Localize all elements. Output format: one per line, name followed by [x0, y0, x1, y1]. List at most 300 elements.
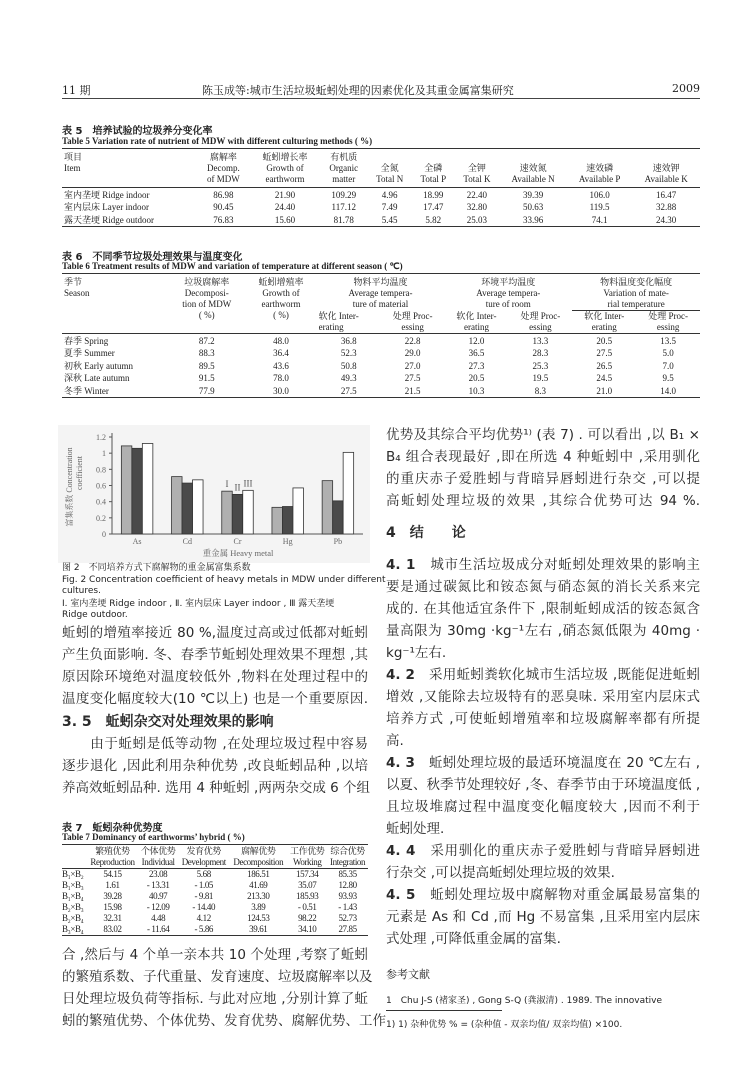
- table-cell: 27.85: [338, 924, 357, 934]
- table-row: [62, 201, 700, 214]
- table-cell: 13.3: [532, 335, 549, 346]
- table-cell: 29.0: [404, 348, 421, 358]
- table-row: [62, 891, 368, 902]
- header-text: 综合优势: [330, 846, 365, 856]
- text-line: 的重庆赤子爱胜蚓与背暗异唇蚓进行杂交 ,可以提: [386, 471, 700, 487]
- x-tick-label: As: [132, 537, 142, 546]
- text-line: 逐步退化 ,因此利用杂种优势 ,改良蚯蚓品种 ,以培: [62, 758, 368, 774]
- table-cell: 78.0: [273, 373, 289, 383]
- bar-hg-series-2: [282, 507, 293, 534]
- table-cell: 27.0: [404, 360, 421, 371]
- subheader: [572, 311, 636, 334]
- header-text: 个体优势: [140, 846, 176, 856]
- table-cell: 3.89: [251, 902, 266, 912]
- header-text: erating: [318, 321, 344, 332]
- header-text: Development: [181, 857, 226, 867]
- header-text: of MDW: [207, 174, 240, 184]
- header-text: ( %): [273, 310, 289, 320]
- table-header-row: [62, 845, 368, 869]
- table-cell: 21.0: [596, 385, 613, 396]
- table-cell: 21.5: [404, 385, 421, 396]
- table-cell: 35.07: [298, 880, 317, 890]
- header-text: 全磷: [424, 163, 443, 173]
- table-cell: 9.5: [662, 373, 674, 383]
- table-cell: 32.31: [103, 913, 122, 923]
- table-cell: 32.80: [466, 202, 488, 212]
- conclusion-line: 以夏、秋季节处理较好 ,冬、春季节由于环境温度低 ,: [386, 777, 701, 793]
- header-text: earthworm: [261, 299, 301, 309]
- table-cell: 124.53: [247, 913, 270, 923]
- right-paragraph-1: [386, 424, 700, 512]
- table-cell: 36.8: [340, 335, 357, 346]
- column-header: [567, 149, 632, 188]
- header-text: Season: [64, 288, 90, 298]
- text-line: 养高效蚯蚓品种. 选用 4 种蚯蚓 ,两两杂交成 6 个组: [62, 780, 371, 796]
- header-text: 蚯蚓增殖率: [258, 277, 304, 287]
- table-cell: 36.5: [468, 348, 485, 358]
- subheader: [444, 311, 508, 334]
- conclusion-line: 要是通过碳氮比和铵态氮与硝态氮的消长关系来完: [386, 579, 700, 595]
- table-cell: 4.48: [151, 913, 166, 923]
- y-axis-label-line1: 富集系数 Concentration: [65, 447, 74, 527]
- table6-title-en: Table 6 Treatment results of MDW and variation of temperature at different season ( ℃): [62, 261, 403, 271]
- table-cell: 186.51: [247, 869, 270, 879]
- column-header: [250, 149, 320, 188]
- table-cell: 夏季 Summer: [64, 348, 115, 358]
- left-paragraph-2: [62, 733, 371, 799]
- header-text: 季节: [64, 277, 83, 287]
- table-cell: 16.47: [656, 189, 677, 200]
- bar-cd-series-1: [172, 477, 183, 534]
- left-paragraph-3: [62, 944, 386, 1032]
- header-text: 全钾: [467, 163, 486, 173]
- table-cell: 27.5: [340, 385, 357, 396]
- conclusion-line: 高.: [386, 733, 404, 749]
- table-row: [62, 869, 368, 881]
- table-cell: 74.1: [591, 214, 608, 225]
- table-cell: 25.03: [466, 214, 488, 225]
- table-cell: 85.35: [338, 869, 357, 879]
- table-cell: 52.73: [338, 913, 357, 923]
- table-cell: 12.0: [468, 335, 485, 346]
- x-axis-label: 重金属 Heavy metal: [202, 548, 274, 558]
- conclusion-line: 且垃圾堆腐过程中温度变化幅度较大 ,因而不利于: [386, 799, 700, 815]
- table-row: [62, 359, 700, 372]
- table-cell: 27.5: [404, 373, 421, 383]
- table6-title-cn: 表 6 不同季节垃圾处理效果与温度变化: [62, 252, 243, 263]
- table-cell: 50.8: [340, 360, 357, 371]
- subheader: [381, 311, 445, 334]
- table-cell: 36.4: [273, 348, 289, 358]
- table-cell: 157.34: [296, 869, 319, 879]
- table-cell: 5.45: [381, 214, 398, 225]
- table-row: [62, 188, 700, 201]
- header-text: ture of room: [485, 299, 531, 309]
- running-title: 陈玉成等:城市生活垃圾蚯蚓处理的因素优化及其重金属富集研究: [202, 84, 514, 97]
- table-cell: 8.3: [534, 385, 546, 396]
- column-header: [320, 149, 367, 188]
- table-cell: B₁×B₄: [62, 891, 84, 901]
- table-cell: 室内垄埂 Ridge indoor: [64, 189, 150, 200]
- table-cell: 40.97: [149, 891, 168, 901]
- table-cell: 54.15: [103, 869, 122, 879]
- clause-number: 4. 3: [386, 755, 415, 771]
- table-cell: - 9.81: [194, 891, 214, 901]
- header-text: ( %): [198, 310, 215, 320]
- table-row: [62, 213, 700, 226]
- table-cell: 119.5: [589, 202, 610, 212]
- x-tick-label: Cr: [233, 537, 242, 546]
- table-cell: 10.3: [468, 385, 485, 396]
- table-cell: 室内层床 Layer indoor: [64, 202, 149, 212]
- bar-cr-series-1: [222, 491, 233, 534]
- table7-title-en: Table 7 Dominancy of earthworms’ hybrid ( %): [62, 832, 245, 842]
- table-cell: - 0.51: [297, 902, 317, 912]
- table-cell: 春季 Spring: [64, 335, 109, 346]
- y-tick-label: 1: [102, 449, 106, 459]
- table-cell: 冬季 Winter: [64, 385, 109, 396]
- table-cell: 22.40: [466, 189, 488, 200]
- table-header-row: [62, 149, 700, 188]
- text-line: 合 ,然后与 4 个单一亲本共 10 个处理 ,考察了蚯蚓: [62, 947, 368, 963]
- header-text: Item: [64, 163, 81, 173]
- series-label: II: [234, 482, 241, 493]
- table-cell: 52.3: [340, 348, 357, 358]
- table-cell: 43.6: [273, 360, 289, 371]
- header-text: 蚯蚓增长率: [262, 152, 308, 162]
- conclusion-line: 4. 3 蚯蚓处理垃圾的最适环境温度在 20 ℃左右 ,: [386, 755, 700, 771]
- table-cell: 98.22: [298, 913, 317, 923]
- table-cell: 34.10: [298, 924, 317, 934]
- header-text: 物料平均温度: [353, 277, 408, 287]
- header-text: essing: [401, 321, 424, 332]
- header-text: Working: [292, 857, 322, 867]
- series-label: I: [225, 479, 229, 490]
- table-row: [62, 902, 368, 913]
- table-cell: - 11.64: [146, 924, 170, 934]
- subheader: [636, 311, 700, 334]
- figure-2-bar-chart: [58, 425, 370, 563]
- table5-title-en: Table 5 Variation rate of nutrient of MDW with different culturing methods ( %): [62, 136, 373, 146]
- header-text: Average tempera-: [348, 288, 413, 298]
- table-row: [62, 924, 368, 936]
- header-text: 项目: [64, 152, 83, 162]
- table-cell: 33.96: [522, 214, 544, 225]
- table6: [62, 273, 700, 398]
- figure-caption-en: Fig. 2 Concentration coefficient of heavy metals in MDW under different: [62, 575, 386, 585]
- header-text: Average tempera-: [476, 288, 541, 298]
- table-cell: 露天垄埂 Ridge outdoor: [64, 214, 154, 225]
- table-cell: 4.12: [196, 913, 211, 923]
- header-text: 速效磷: [586, 163, 614, 173]
- table-cell: 83.02: [103, 924, 122, 934]
- column-header: [287, 845, 327, 869]
- header-text: essing: [656, 322, 680, 332]
- table-cell: 15.98: [103, 902, 122, 912]
- text-line: 日处理垃圾负荷等指标. 与此对应地 ,分别计算了蚯: [62, 991, 368, 1007]
- column-header: [499, 149, 567, 188]
- table-cell: 77.9: [198, 385, 215, 396]
- figure-caption-cn: 图 2 不同培养方式下腐解物的重金属富集系数: [62, 563, 251, 573]
- column-header: [138, 845, 178, 869]
- header-text: Available N: [511, 174, 555, 184]
- text-line: 产生负面影响. 冬、春季节蚯蚓处理效果不理想 ,其: [62, 647, 368, 663]
- header-text: 处理 Proc-: [648, 311, 689, 321]
- conclusion-line: 4. 2 采用蚯蚓粪软化城市生活垃圾 ,既能促进蚯蚓: [386, 667, 700, 683]
- table-cell: 17.47: [423, 202, 444, 212]
- table-header-row: [62, 274, 700, 311]
- x-tick-label: Cd: [182, 537, 192, 546]
- header-text: 工作优势: [290, 846, 325, 856]
- x-tick-label: Hg: [282, 537, 293, 546]
- subheader: [317, 311, 381, 334]
- table-cell: 20.5: [596, 335, 613, 346]
- table-cell: 24.30: [656, 214, 677, 225]
- table-cell: 50.63: [522, 202, 544, 212]
- table-cell: 41.69: [249, 880, 268, 890]
- bar-cr-series-3: [243, 490, 254, 534]
- y-tick-label: 0.6: [96, 481, 106, 491]
- header-text: Available P: [578, 174, 621, 184]
- table-cell: B₁×B₂: [62, 869, 84, 879]
- table-cell: 48.0: [273, 335, 289, 346]
- column-header-material-temp: [317, 274, 445, 311]
- table-cell: 213.30: [247, 891, 270, 901]
- table-cell: 1.61: [105, 880, 120, 890]
- y-tick-label: 0.2: [96, 513, 106, 523]
- conclusion-line: 4. 5 蚯蚓处理垃圾中腐解物对重金属最易富集的: [386, 887, 701, 903]
- footnote-divider: [386, 1010, 502, 1011]
- table-cell: 32.88: [656, 202, 677, 212]
- table-cell: 117.12: [331, 202, 356, 212]
- header-text: Decomp.: [207, 163, 240, 173]
- table-cell: 21.90: [274, 189, 296, 200]
- header-text: 软化 Inter-: [456, 310, 497, 321]
- conclusion-line: 4. 1 城市生活垃圾成分对蚯蚓处理效果的影响主: [386, 557, 701, 573]
- column-header-growth: [245, 274, 316, 334]
- table-cell: 初秋 Early autumn: [64, 360, 133, 371]
- table-cell: 27.5: [596, 348, 613, 358]
- table-cell: 76.83: [213, 214, 234, 225]
- table-cell: 23.08: [149, 869, 168, 879]
- table-cell: 19.5: [532, 373, 549, 383]
- column-header: [327, 845, 368, 869]
- table5-title-cn: 表 5 培养试验的垃圾养分变化率: [62, 126, 213, 137]
- figure-note-cont: Ridge outdoor.: [62, 610, 128, 620]
- clause-number: 4. 4: [386, 843, 416, 859]
- table-cell: - 14.40: [192, 902, 216, 912]
- header-text: 软化 Inter-: [318, 310, 359, 321]
- table-cell: 91.5: [198, 373, 215, 383]
- header-text: Reproduction: [90, 857, 135, 867]
- header-text: rial temperature: [607, 299, 665, 309]
- figure-note: Ⅰ. 室内垄埂 Ridge indoor , Ⅱ. 室内层床 Layer indoor , Ⅲ 露天垄埂: [62, 599, 335, 609]
- table-cell: 93.93: [338, 891, 357, 901]
- column-header-season: [62, 274, 168, 334]
- table-cell: 87.2: [198, 335, 215, 346]
- table-cell: 24.40: [274, 202, 296, 212]
- header-text: 繁殖优势: [95, 846, 130, 856]
- conclusion-line: 式处理 ,可降低重金属的富集.: [386, 931, 561, 947]
- conclusions: [386, 554, 700, 950]
- bar-as-series-2: [132, 448, 143, 534]
- table-cell: 26.5: [596, 360, 613, 371]
- section-4-heading: 4 结 论: [386, 525, 466, 541]
- header-text: Decomposi-: [184, 288, 229, 298]
- table-cell: 49.3: [340, 373, 357, 383]
- text-line: 高蚯蚓处理垃圾的效果 ,其综合优势可达 94 %.: [386, 493, 700, 509]
- header-text: 速效氮: [519, 163, 547, 173]
- table-cell: 12.80: [338, 880, 357, 890]
- bar-cd-series-3: [193, 480, 204, 534]
- header-text: Growth of: [262, 288, 300, 298]
- table-cell: 7.49: [381, 202, 398, 212]
- series-label: III: [243, 478, 253, 489]
- header-text: 环境平均温度: [481, 277, 536, 287]
- table-cell: 25.3: [532, 360, 549, 371]
- bar-pb-series-3: [343, 452, 354, 534]
- header-text: Total P: [420, 174, 447, 184]
- conclusion-line: 量高限为 30mg ·kg⁻¹左右 ,硝态氮低限为 40mg ·: [386, 623, 700, 639]
- header-text: 全氮: [380, 163, 399, 173]
- bar-pb-series-2: [333, 501, 344, 534]
- text-line: B₄ 组合表现最好 ,即在所选 4 种蚯蚓中 ,采用驯化: [386, 449, 700, 465]
- table-cell: 深秋 Late autumn: [64, 373, 130, 383]
- table-cell: 86.98: [213, 189, 234, 200]
- conclusion-line: kg⁻¹左右.: [386, 645, 447, 661]
- column-header-decomposition: [168, 274, 245, 334]
- header-text: Integration: [330, 857, 366, 867]
- y-tick-label: 0.8: [96, 465, 106, 475]
- table-cell: - 13.31: [146, 880, 170, 890]
- figure-caption-en-cont: cultures.: [62, 586, 101, 596]
- table-cell: 20.5: [468, 373, 485, 383]
- table-cell: B₃×B₄: [62, 924, 84, 934]
- header-text: 腐解率: [209, 152, 237, 162]
- column-header: [62, 845, 87, 869]
- header-text: erating: [591, 322, 617, 332]
- table-cell: 39.28: [103, 891, 122, 901]
- table-cell: 28.3: [532, 348, 549, 358]
- table-cell: 4.96: [381, 189, 398, 200]
- bar-hg-series-1: [272, 507, 283, 534]
- table-cell: 24.5: [596, 373, 613, 383]
- header-text: 速效钾: [652, 163, 680, 173]
- header-text: Growth of: [266, 163, 304, 173]
- header-text: 发育优势: [186, 846, 221, 856]
- header-text: 软化 Inter-: [584, 311, 625, 321]
- conclusion-line: 元素是 As 和 Cd ,而 Hg 不易富集 ,且采用室内层床: [386, 909, 700, 925]
- footnote: 1) 1) 杂种优势 % = (杂种值 - 双亲均值/ 双亲均值) ×100.: [386, 1020, 623, 1030]
- conclusion-line: 培养方式 ,可使蚯蚓增殖率和垃圾腐解率都有所提: [386, 711, 700, 727]
- table-cell: 5.68: [196, 869, 211, 879]
- table-cell: 13.5: [660, 335, 677, 346]
- column-header: [632, 149, 700, 188]
- header-text: Individual: [141, 857, 175, 867]
- text-line: 蚯蚓的增殖率接近 80 %,温度过高或过低都对蚯蚓: [62, 625, 368, 641]
- reference-1: 1 Chu J-S (褚家圣) , Gong S-Q (龚淑清) . 1989. The innovative: [386, 996, 663, 1006]
- header-text: Total K: [463, 174, 491, 184]
- table-cell: 109.29: [331, 189, 357, 200]
- text-line: 温度变化幅度较大(10 ℃以上) 也是一个重要原因.: [62, 691, 368, 707]
- table-row: [62, 334, 700, 347]
- clause-number: 4. 1: [386, 557, 416, 573]
- year: 2009: [672, 82, 700, 95]
- conclusion-line: 蚯蚓处理.: [386, 821, 445, 837]
- table-row: [62, 913, 368, 924]
- bar-as-series-1: [121, 446, 132, 534]
- table-cell: 22.8: [404, 335, 421, 346]
- conclusion-line: 成的. 在其他适宜条件下 ,限制蚯蚓成活的铵态氮含: [386, 601, 700, 617]
- table-cell: - 5.86: [194, 924, 214, 934]
- table-cell: 7.0: [662, 360, 674, 371]
- table-cell: 81.78: [333, 214, 354, 225]
- header-text: Total N: [376, 174, 404, 184]
- table-cell: 90.45: [213, 202, 234, 212]
- text-line: 蚓的繁殖优势、个体优势、发育优势、腐解优势、工作: [62, 1013, 386, 1029]
- table-row: [62, 347, 700, 360]
- table-cell: - 1.05: [194, 880, 214, 890]
- column-header-room-temp: [444, 274, 572, 311]
- clause-number: 4. 2: [386, 667, 415, 683]
- header-text: 处理 Proc-: [520, 310, 561, 321]
- table-row: [62, 880, 368, 891]
- table-cell: 88.3: [198, 348, 215, 358]
- text-line: 的繁殖系数、子代重量、发育速度、垃圾腐解率以及: [62, 969, 373, 985]
- issue-number: 11 期: [62, 84, 91, 97]
- bar-hg-series-3: [293, 488, 304, 534]
- table-cell: 14.0: [660, 385, 677, 396]
- table5: [62, 148, 700, 227]
- column-header-temp-variation: [572, 274, 700, 311]
- y-axis-label-line2: coefficient: [75, 455, 84, 491]
- table-row: [62, 384, 700, 397]
- y-tick-label: 1.2: [96, 433, 106, 442]
- bar-cd-series-2: [182, 483, 193, 534]
- header-text: earthworm: [265, 174, 305, 184]
- page-header: [62, 80, 700, 99]
- section-3-5-heading: 3. 5 蚯蚓杂交对处理效果的影响: [62, 714, 274, 730]
- table-cell: - 12.09: [146, 902, 170, 912]
- header-text: 有机质: [330, 152, 358, 162]
- y-tick-label: 0.4: [96, 497, 106, 507]
- header-text: tion of MDW: [182, 299, 232, 309]
- bar-pb-series-1: [322, 481, 333, 534]
- conclusion-line: 行杂交 ,可以提高蚯蚓处理垃圾的效果.: [386, 865, 615, 881]
- column-header: [178, 845, 229, 869]
- column-header: [197, 149, 250, 188]
- references-title: 参考文献: [386, 968, 430, 981]
- table-cell: 39.61: [249, 924, 268, 934]
- text-line: 原因除环境绝对温度较低外 ,物料在处理过程中的: [62, 669, 368, 685]
- header-text: Decomposition: [233, 857, 284, 867]
- clause-number: 4. 5: [386, 887, 416, 903]
- header-text: erating: [463, 321, 489, 332]
- column-header: [62, 149, 197, 188]
- bar-cr-series-2: [232, 494, 243, 534]
- table-cell: 30.0: [273, 385, 289, 396]
- table-cell: 185.93: [296, 891, 319, 901]
- table-cell: B₂×B₃: [62, 902, 84, 912]
- header-text: 物料温度变化幅度: [600, 277, 673, 287]
- table7: [62, 844, 368, 936]
- table-cell: B₁×B₃: [62, 880, 84, 890]
- header-text: 垃圾腐解率: [184, 277, 230, 287]
- y-tick-label: 0: [102, 530, 106, 539]
- table-row: [62, 372, 700, 385]
- table7-title-cn: 表 7 蚯蚓杂种优势度: [62, 823, 163, 834]
- header-text: Organic: [329, 163, 359, 173]
